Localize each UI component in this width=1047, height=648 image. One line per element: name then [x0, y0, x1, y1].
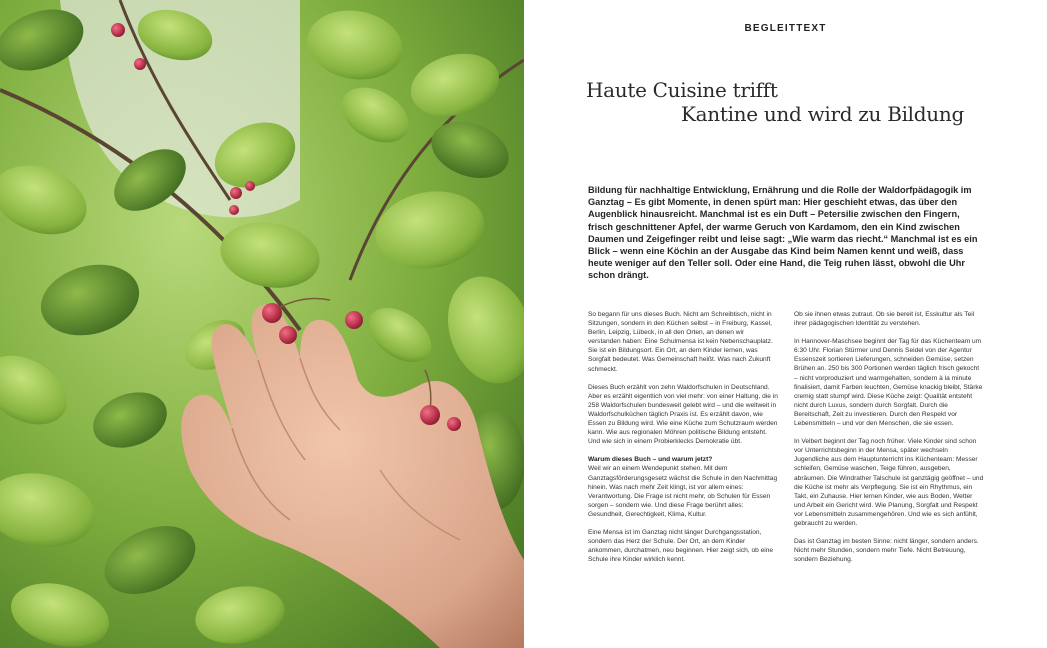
body-paragraph: Das ist Ganztag im besten Sinne: nicht länger, sondern anders. Nicht mehr Stunden, sondern mehr Tiefe. Nicht Betreuung, sondern Beziehung.: [794, 538, 979, 564]
body-paragraph: In Hannover-Maschsee beginnt der Tag für das Küchenteam um 6:30 Uhr. Florian Stürmer und Dennis Seidel von der Agentur Essenszeit sortieren Lieferungen, schneiden Gemüse, setzen Brühen an. 250 bis 300 Portionen werden täglich frisch gekocht – nicht vorproduziert und warmgehalten, sondern à la minute finalisiert, damit Farben leuchten, Gemüse knackig bleibt, Stärke cremig statt stumpf wird. Diese Küche zeigt: Qualität entsteht nicht durch Luxus, sondern durch Sorgfalt. Durch die Bereitschaft, Zeit zu investieren. Durch den Respekt vor Lebensmitteln – und vor den Menschen, die sie essen.: [794, 338, 983, 428]
body-paragraph: Dieses Buch erzählt von zehn Waldorfschulen in Deutschland. Aber es erzählt eigentlich von viel mehr: von einer Haltung, die in 258 Waldorfschulen bundesweit gelebt wird – und die weltweit in Waldorfschulküchen täglich Praxis ist. Es erzählt davon, wie Essen zu Bildung wird. Wie eine Küche zum Schutzraum werden kann. Wie aus regionalen Möhren politische Bildung entsteht. Und wie sich in einem Probierklecks Demokratie übt.: [588, 383, 778, 446]
body-paragraph: In Velbert beginnt der Tag noch früher. Viele Kinder sind schon vor Unterrichtsbeginn in der Mensa, später wechseln Jugendliche aus dem Hauptunterricht ins Küchenteam: Messer schleifen, Gemüse waschen, Teige führen, ausgeben, abräumen. Die Windrather Talschule ist ganztägig geöffnet – und die Küche ist mehr als Verpflegung. Sie ist ein Rhythmus, ein Takt, ein Zuhause. Hier lernen Kinder, wie aus Boden, Wetter und Arbeit ein Gericht wird. Wie Planung, Sorgfalt und Respekt vor Lebensmitteln zusammengehören. Und wie es sich anfühlt, gebraucht zu werden.: [794, 438, 984, 527]
body-paragraph: So begann für uns dieses Buch. Nicht am Schreibtisch, nicht in Sitzungen, sondern in den Küchen selbst – in Freiburg, Kassel, Berlin, Leipzig, Lübeck, in all den Orten, an denen wir verstanden haben: Eine Schulmensa ist kein Nebenschauplatz. Sie ist ein Bildungsort. Ein Ort, an dem Kinder lernen, was Sorgfalt bedeutet. Was Gemeinschaft heißt. Was nach Zukunft schmeckt.: [588, 311, 773, 373]
section-label: BEGLEITTEXT: [744, 23, 827, 34]
text-page: [524, 0, 1047, 648]
body-paragraph-with-subheading: [588, 455, 778, 519]
body-paragraph: Eine Mensa ist im Ganztag nicht länger Durchgangsstation, sondern das Herz der Schule. Der Ort, an dem Kinder ankommen, durchatmen, neu beginnen. Hier zeigt sich, ob eine Schule ihre Kinder wirklich kennt.: [588, 528, 774, 564]
body-text: Weil wir an einem Wendepunkt stehen. Mit dem Ganztagsförderungsgesetz wächst die Schule in den Nachmittag hinein. Was nach mehr Zeit klingt, ist vor allem eines: Verantwortung. Die Frage ist nicht mehr, ob Schulen für Essen sorgen – sondern wie. Und diese Frage berührt alles: Gesundheit, Gerechtigkeit, Klima, Kultur.: [588, 465, 778, 518]
headline-line-2: Kantine und wird zu Bildung: [681, 102, 964, 126]
body-column-right: [794, 310, 984, 573]
body-column-left: [588, 310, 778, 573]
headline-line-1: Haute Cuisine trifft: [586, 78, 778, 102]
subheading: Warum dieses Buch – und warum jetzt?: [588, 456, 713, 464]
lead-paragraph: [588, 184, 984, 282]
body-paragraph: Ob sie ihnen etwas zutraut. Ob sie bereit ist, Esskultur als Teil ihrer pädagogischen Identität zu verstehen.: [794, 311, 975, 328]
headline: [586, 78, 1006, 126]
lead-text: Bildung für nachhaltige Entwicklung, Ernährung und die Rolle der Waldorfpädagogik im Ganztag – Es gibt Momente, in denen spürt man: Hier geschieht etwas, das über den Augenblick hinausreicht. Manchmal ist es ein Duft – Petersilie zwischen den Fingern, frisch geschnittener Apfel, der warme Geruch von Kardamom, den ein Kind zwischen Daumen und Zeigefinger reibt und leise sagt: „Wie warm das riecht.“ Manchmal ist es ein Blick – wenn eine Köchin an der Ausgabe das Kind beim Namen kennt und weiß, dass heute weniger auf den Teller soll. Oder eine Hand, die Teig ruhen lässt, obwohl die Uhr schon drängt.: [588, 185, 978, 281]
